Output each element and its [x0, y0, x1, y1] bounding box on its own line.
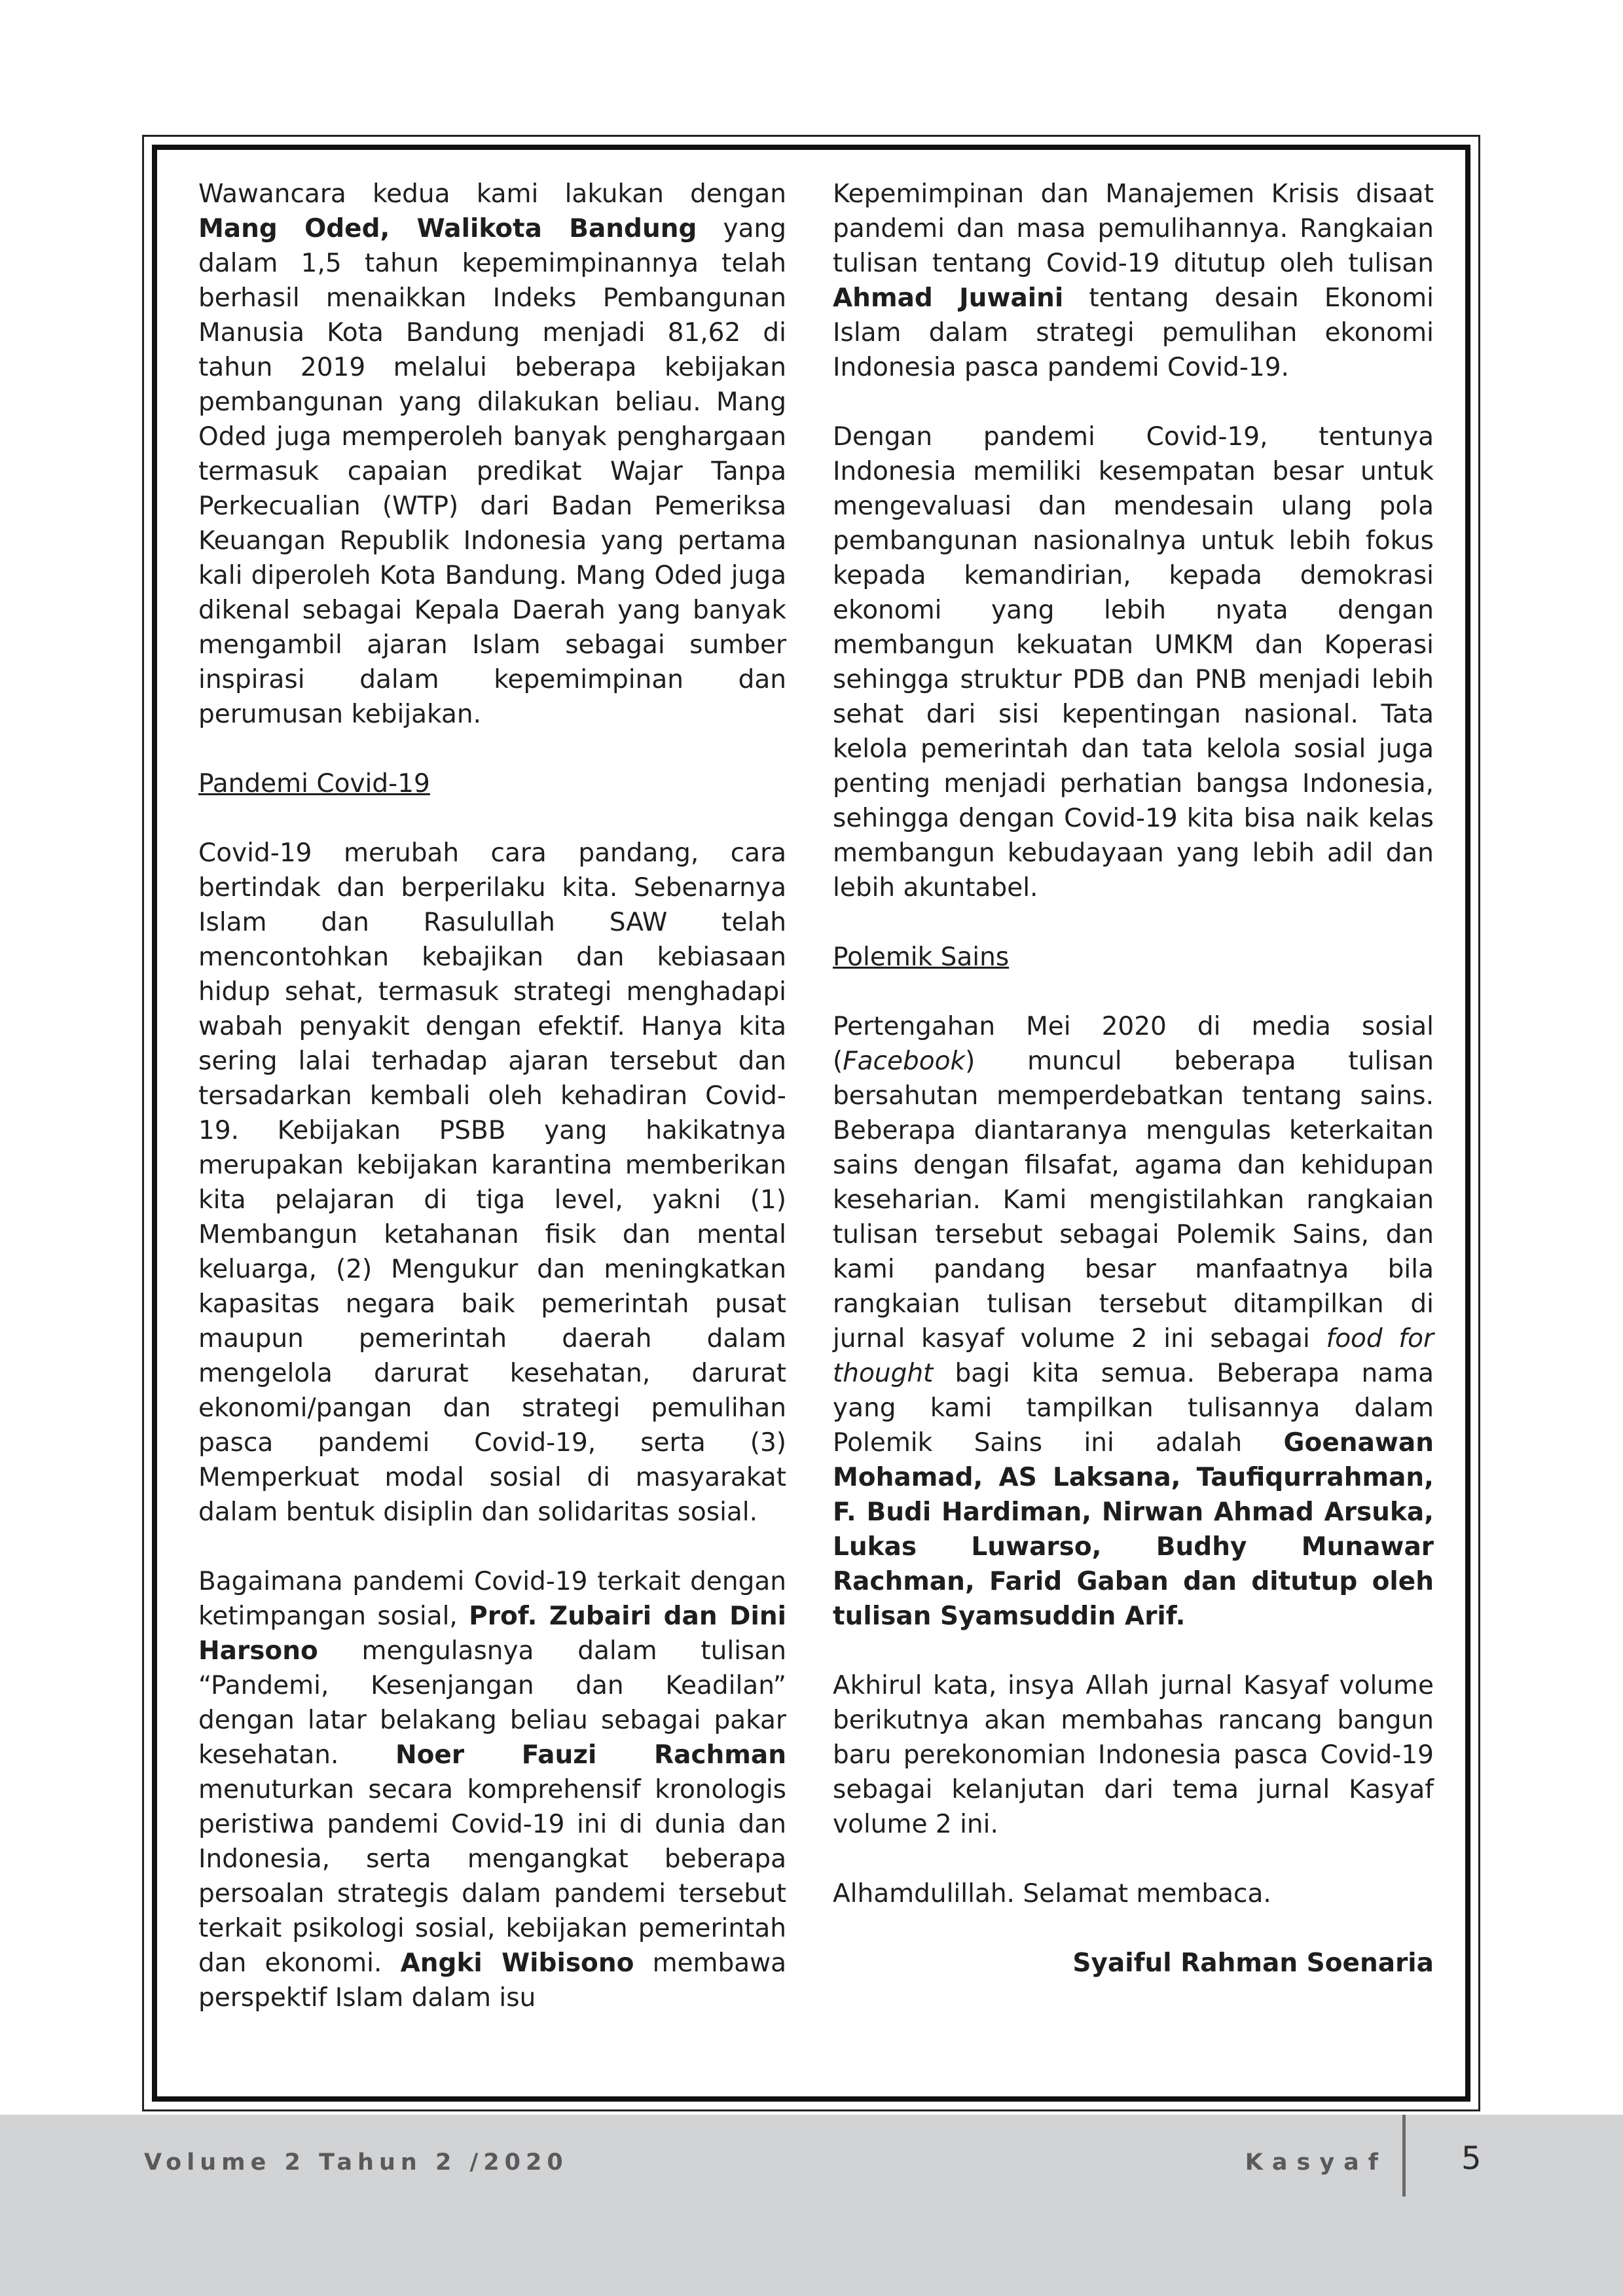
footer-journal-name: Kasyaf — [1245, 2149, 1387, 2176]
paragraph-covid-changes: Covid-19 merubah cara pandang, cara bertindak dan berperilaku kita. Sebenarnya Islam dan Rasulullah SAW telah mencontohkan kebajikan dan kebiasaan hidup sehat, termasuk strategi menghadapi wabah penyakit dengan efektif. Hanya kita sering lalai terhadap ajaran tersebut dan tersadarkan kembali oleh kehadiran Covid-19. Kebijakan PSBB yang hakikatnya merupakan kebijakan karantina memberikan kita pelajaran di tiga level, yakni (1) Membangun ketahanan fisik dan mental keluarga, (2) Mengukur dan meningkatkan kapasitas negara baik pemerintah pusat maupun pemerintah daerah dalam mengelola darurat kesehatan, darurat ekonomi/pangan dan strategi pemulihan pasca pandemi Covid-19, serta (3) Memperkuat modal sosial di masyarakat dalam bentuk disiplin dan solidaritas sosial. — [198, 838, 786, 1527]
text-segment: Kepemimpinan dan Manajemen Krisis disaat pandemi dan masa pemulihannya. Rangkaian tulisan tentang Covid-19 ditutup oleh tulisan — [833, 179, 1434, 278]
paragraph-ketimpangan-sosial — [198, 1564, 786, 2015]
paragraph-kepemimpinan-krisis — [833, 177, 1434, 385]
text-segment: Wawancara kedua kami lakukan dengan — [198, 179, 786, 209]
text-segment: Angki Wibisono — [400, 1948, 634, 1978]
text-segment: Pertengahan Mei 2020 di media sosial ( — [833, 1012, 1434, 1076]
heading-polemik-sains: Polemik Sains — [833, 942, 1010, 972]
paragraph-kesempatan-indonesia: Dengan pandemi Covid-19, tentunya Indonesia memiliki kesempatan besar untuk mengevaluasi dan mendesain ulang pola pembangunan nasionalnya untuk lebih fokus kepada kemandirian, kepada demokrasi ekonomi yang lebih nyata dengan membangun kekuatan UMKM dan Koperasi sehingga struktur PDB dan PNB menjadi lebih sehat dari sisi kepentingan nasional. Tata kelola pemerintah dan tata kelola sosial juga penting menjadi perhatian bangsa Indonesia, sehingga dengan Covid-19 kita bisa naik kelas membangun kebudayaan yang lebih adil dan lebih akuntabel. — [833, 422, 1434, 903]
author-signature: Syaiful Rahman Soenaria — [1072, 1948, 1434, 1978]
footer-divider — [1402, 2115, 1406, 2197]
text-segment: tentang desain Ekonomi Islam dalam strategi pemulihan ekonomi Indonesia pasca pandemi Covid-19. — [833, 283, 1434, 382]
right-column — [833, 177, 1434, 2015]
text-segment: Facebook — [843, 1047, 966, 1076]
footer-volume-label: Volume 2 Tahun 2 /2020 — [144, 2149, 568, 2176]
page-number: 5 — [1461, 2140, 1482, 2177]
text-segment: food for thought — [833, 1324, 1434, 1388]
text-segment: Prof. Zubairi dan Dini Harsono — [198, 1602, 786, 1666]
text-segment: membawa perspektif Islam dalam isu — [198, 1948, 787, 2013]
text-segment: Noer Fauzi Rachman — [395, 1740, 786, 1770]
heading-pandemi-covid: Pandemi Covid-19 — [198, 769, 430, 798]
paragraph-akhirul-kata: Akhirul kata, insya Allah jurnal Kasyaf volume berikutnya akan membahas rancang bangun baru perekonomian Indonesia pasca Covid-19 sebagai kelanjutan dari tema jurnal Kasyaf volume 2 ini. — [833, 1671, 1434, 1839]
text-segment: Ahmad Juwaini — [833, 283, 1064, 313]
paragraph-mang-oded — [198, 177, 786, 732]
text-segment: Bagaimana pandemi Covid-19 terkait dengan ketimpangan sosial, — [198, 1567, 786, 1631]
text-segment: yang dalam 1,5 tahun kepemimpinannya telah berhasil menaikkan Indeks Pembangunan Manusia Kota Bandung menjadi 81,62 di tahun 2019 melalui beberapa kebijakan pembangunan yang dilakukan beliau. Mang Oded juga memperoleh banyak penghargaan termasuk capaian predikat Wajar Tanpa Perkecualian (WTP) dari Badan Pemeriksa Keuangan Republik Indonesia yang pertama kali diperoleh Kota Bandung. Mang Oded juga dikenal sebagai Kepala Daerah yang banyak mengambil ajaran Islam sebagai sumber inspirasi dalam kepemimpinan dan perumusan kebijakan. — [198, 214, 786, 729]
text-segment: mengulasnya dalam tulisan “Pandemi, Kesenjangan dan Keadilan” dengan latar belakang beliau sebagai pakar kesehatan. — [198, 1636, 786, 1770]
text-segment: Goenawan Mohamad, AS Laksana, Taufiqurrahman, F. Budi Hardiman, Nirwan Ahmad Arsuka, Lukas Luwarso, Budhy Munawar Rachman, Farid Gaban dan ditutup oleh tulisan Syamsuddin Arif. — [833, 1428, 1434, 1631]
text-segment: menuturkan secara komprehensif kronologis peristiwa pandemi Covid-19 ini di dunia dan Indonesia, serta mengangkat beberapa persoalan strategis dalam pandemi tersebut terkait psikologi sosial, kebijakan pemerintah dan ekonomi. — [198, 1775, 786, 1978]
paragraph-polemik-sains — [833, 1009, 1434, 1634]
footer-band — [0, 2115, 1623, 2296]
text-segment: Mang Oded, Walikota Bandung — [198, 214, 697, 243]
paragraph-closing: Alhamdulillah. Selamat membaca. — [833, 1879, 1271, 1909]
text-segment: ) muncul beberapa tulisan bersahutan memperdebatkan tentang sains. Beberapa diantaranya mengulas keterkaitan sains dengan filsafat, agama dan kehidupan keseharian. Kami mengistilahkan rangkaian tulisan tersebut sebagai Polemik Sains, dan kami pandang besar manfaatnya bila rangkaian tulisan tersebut ditampilkan di jurnal kasyaf volume 2 ini sebagai — [833, 1047, 1434, 1354]
left-column — [198, 177, 786, 2050]
text-segment: bagi kita semua. Beberapa nama yang kami tampilkan tulisannya dalam Polemik Sains ini adalah — [833, 1359, 1434, 1458]
